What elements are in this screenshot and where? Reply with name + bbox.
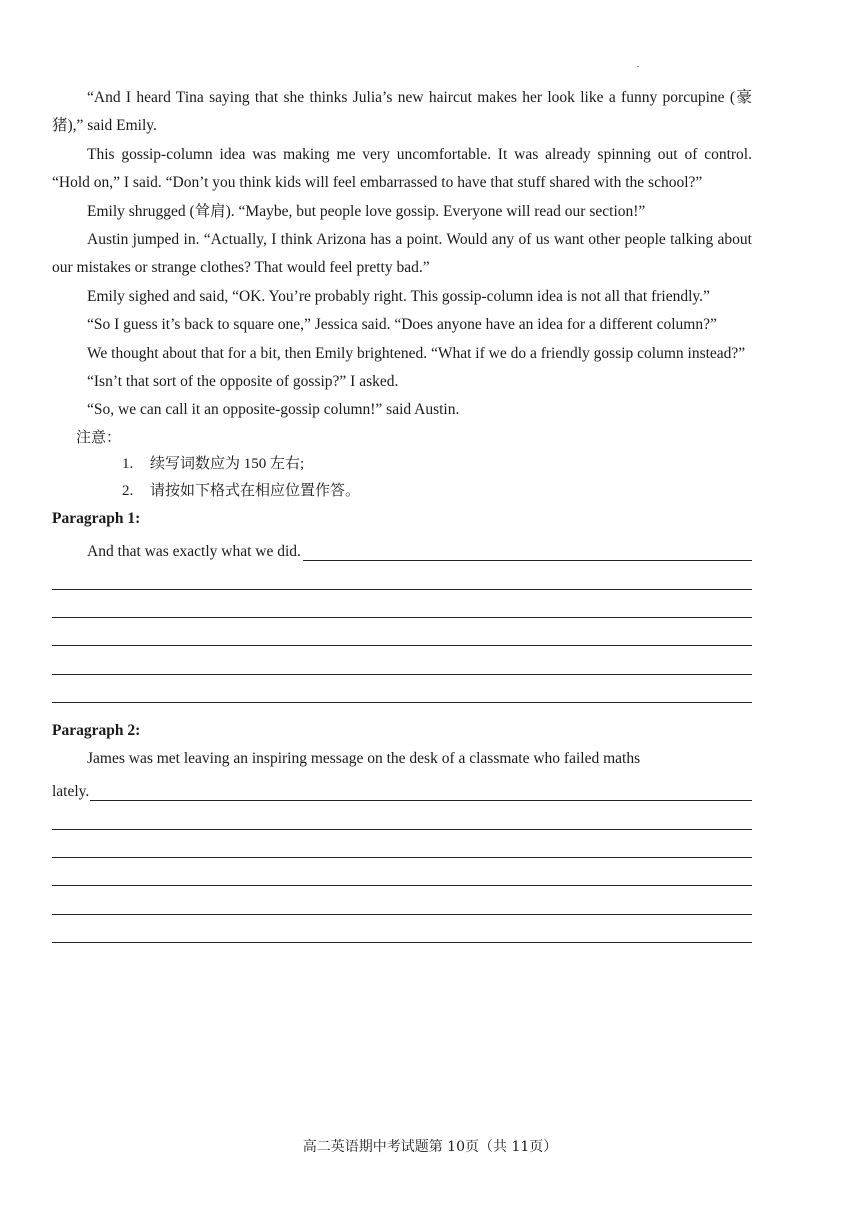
story-paragraph: “So, we can call it an opposite-gossip column!” said Austin. — [87, 401, 460, 419]
paragraph2-lead-line — [52, 773, 752, 801]
note-item — [52, 451, 752, 478]
writing-line[interactable] — [52, 886, 752, 914]
story-paragraph: “Isn’t that sort of the opposite of gossip?” I asked. — [87, 373, 399, 391]
note-text: 请按如下格式在相应位置作答。 — [150, 483, 361, 500]
answer-blank[interactable] — [90, 780, 752, 801]
story-paragraph: Austin jumped in. “Actually, I think Arizona has a point. Would any of us want other people talking about our mistakes or strange clothes? That would feel pretty bad.” — [52, 231, 752, 277]
paragraph1-lead-line — [52, 533, 752, 561]
writing-line[interactable] — [52, 590, 752, 618]
story-paragraph: We thought about that for a bit, then Emily brightened. “What if we do a friendly gossip column instead?” — [87, 344, 746, 362]
page-content — [52, 84, 752, 943]
writing-line[interactable] — [52, 830, 752, 858]
writing-line[interactable] — [52, 858, 752, 886]
story-paragraph: Emily shrugged (耸肩). “Maybe, but people love gossip. Everyone will read our section!” — [87, 202, 646, 220]
writing-line[interactable] — [52, 801, 752, 829]
writing-line[interactable] — [52, 675, 752, 703]
paragraph1-lead: And that was exactly what we did. — [87, 543, 301, 561]
story-paragraph: “So I guess it’s back to square one,” Jessica said. “Does anyone have an idea for a different column?” — [87, 316, 717, 334]
paragraph2-lead: James was met leaving an inspiring message on the desk of a classmate who failed maths — [87, 749, 641, 767]
story-paragraph: This gossip-column idea was making me very uncomfortable. It was already spinning out of control. “Hold on,” I said. “Don’t you think kids will feel embarrassed to have that stuff shared with the school?” — [52, 145, 752, 192]
note-number: 2. — [122, 483, 134, 500]
note-text: 续写词数应为 150 左右; — [150, 456, 305, 473]
writing-line[interactable] — [52, 618, 752, 646]
writing-line[interactable] — [52, 646, 752, 674]
writing-line[interactable] — [52, 915, 752, 943]
paragraph2-lead-end: lately. — [52, 783, 90, 801]
section-gap — [52, 703, 752, 717]
paragraph1-heading: Paragraph 1: — [52, 510, 141, 528]
writing-line[interactable] — [52, 561, 752, 589]
paragraph2-heading: Paragraph 2: — [52, 721, 141, 739]
answer-blank[interactable] — [303, 540, 752, 561]
story-paragraph: Emily sighed and said, “OK. You’re probably right. This gossip-column idea is not all that friendly.” — [87, 287, 710, 305]
story-paragraph: “And I heard Tina saying that she thinks Julia’s new haircut makes her look like a funny porcupine (豪猪),” said Emily. — [52, 89, 752, 135]
notes-list — [52, 451, 752, 505]
page-footer: 高二英语期中考试题第 10页（共 11页） — [302, 1139, 558, 1155]
note-item — [52, 478, 752, 505]
note-number: 1. — [122, 456, 134, 473]
notes-title: 注意： — [76, 429, 122, 446]
scan-speck — [637, 66, 639, 67]
